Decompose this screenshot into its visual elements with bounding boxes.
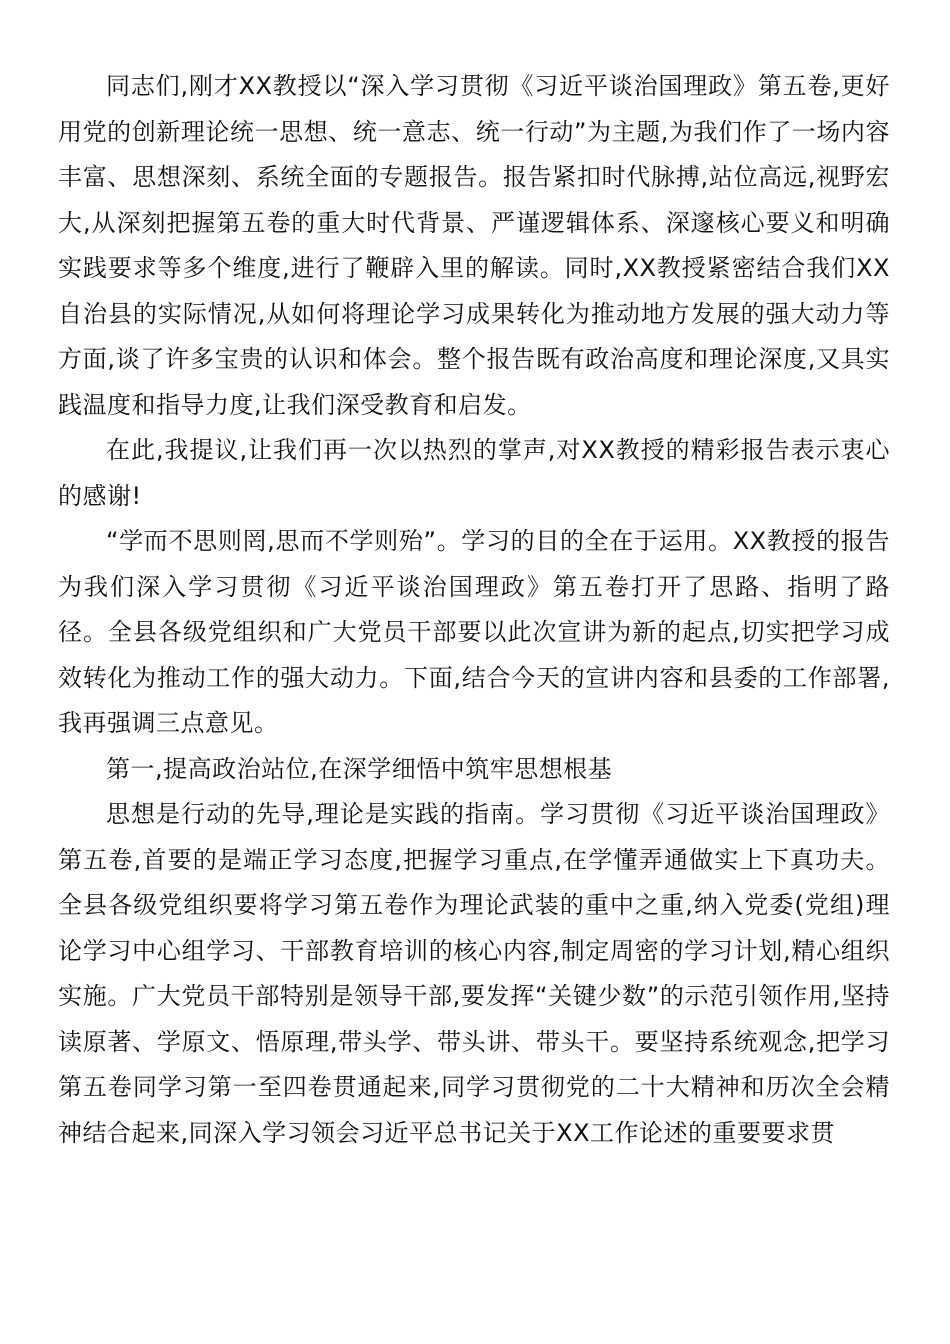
paragraph-three-points-intro: “学而不思则罔,思而不学则殆”。学习的目的全在于运用。XX教授的报告为我们深入学习贯彻《习近平谈治国理政》第五卷打开了思路、指明了路径。全县各级党组织和广大党员干部要以此次宣讲为新的起点,切实把学习成效转化为推动工作的强大动力。下面,结合今天的宣讲内容和县委的工作部署,我再强调三点意见。 <box>58 527 890 737</box>
paragraph-first-point-body: 思想是行动的先导,理论是实践的指南。学习贯彻《习近平谈治国理政》第五卷,首要的是端正学习态度,把握学习重点,在学懂弄通做实上下真功夫。全县各级党组织要将学习第五卷作为理论武装的重中之重,纳入党委(党组)理论学习中心组学习、干部教育培训的核心内容,制定周密的学习计划,精心组织实施。广大党员干部特别是领导干部,要发挥“关键少数”的示范引领作用,坚持读原著、学原文、悟原理,带头学、带头讲、带头干。要坚持系统观念,把学习第五卷同学习第一至四卷贯通起来,同学习贯彻党的二十大精神和历次全会精神结合起来,同深入学习领会习近平总书记关于XX工作论述的重要要求贯 <box>58 800 890 1147</box>
paragraph-applause-proposal: 在此,我提议,让我们再一次以热烈的掌声,对XX教授的精彩报告表示衷心的感谢! <box>58 436 890 510</box>
paragraph-opening-thanks: 同志们,刚才XX教授以“深入学习贯彻《习近平谈治国理政》第五卷,更好用党的创新理论统一思想、统一意志、统一行动”为主题,为我们作了一场内容丰富、思想深刻、系统全面的专题报告。报告紧扣时代脉搏,站位高远,视野宏大,从深刻把握第五卷的重大时代背景、严谨逻辑体系、深邃核心要义和明确实践要求等多个维度,进行了鞭辟入里的解读。同时,XX教授紧密结合我们XX自治县的实际情况,从如何将理论学习成果转化为推动地方发展的强大动力等方面,谈了许多宝贵的认识和体会。整个报告既有政治高度和理论深度,又具实践温度和指导力度,让我们深受教育和启发。 <box>58 72 890 419</box>
document-page <box>58 64 890 1156</box>
section-heading-first-point: 第一,提高政治站位,在深学细悟中筑牢思想根基 <box>106 754 613 783</box>
